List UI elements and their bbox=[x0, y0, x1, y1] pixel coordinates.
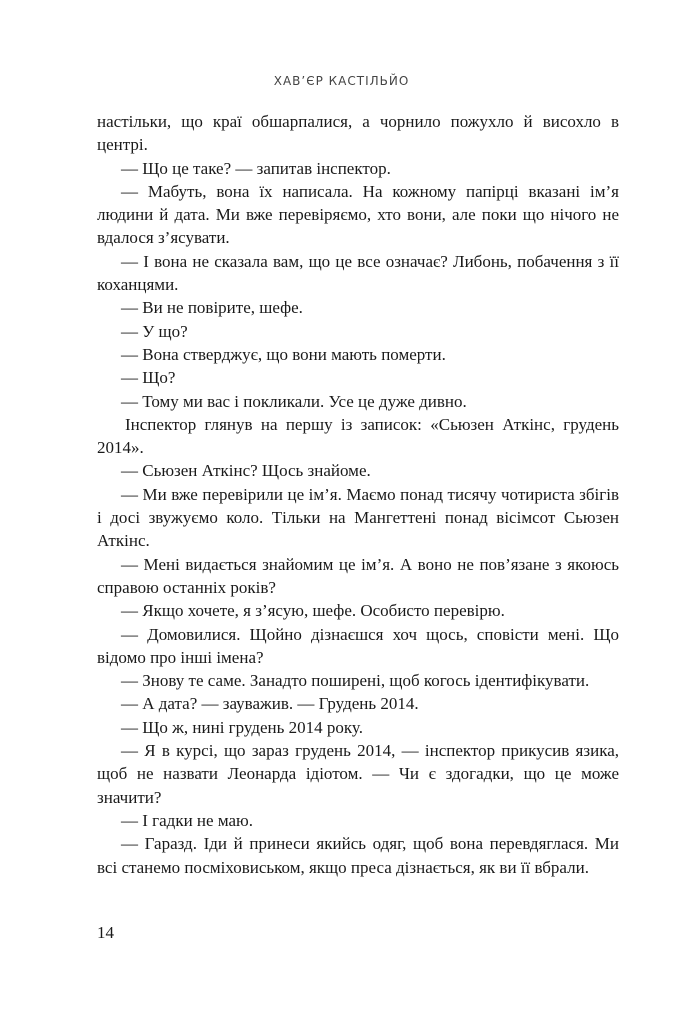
page-number: 14 bbox=[97, 923, 114, 942]
dialogue-line: — Сьюзен Аткінс? Щось знайоме. bbox=[121, 461, 371, 481]
dialogue-line: — Гаразд. Іди й принеси якийсь одяг, щоб вона перевдяглася. Ми всі станемо посміховиськом, якщо преса дізнається, як ви її вбрали. bbox=[97, 834, 619, 877]
dialogue-line: — Що це таке? — запитав інспектор. bbox=[121, 158, 391, 178]
dialogue-line: — Що ж, нині грудень 2014 року. bbox=[121, 717, 363, 737]
dialogue-line: — Тому ми вас і покликали. Усе це дуже дивно. bbox=[121, 391, 467, 411]
dialogue-line: — І вона не сказала вам, що це все означає? Либонь, побачення з її коханцями. bbox=[97, 251, 619, 295]
dialogue-line: — У що? bbox=[121, 321, 188, 341]
body-text bbox=[97, 110, 619, 879]
running-head: ХАВ’ЄР КАСТІЛЬЙО bbox=[273, 74, 410, 88]
dialogue-line: — Вона стверджує, що вони мають померти. bbox=[121, 344, 446, 364]
narration-paragraph: Інспектор глянув на першу із записок: «Сьюзен Аткінс, грудень 2014». bbox=[97, 414, 619, 458]
dialogue-line: — Знову те саме. Занадто поширені, щоб когось ідентифікувати. bbox=[121, 671, 590, 691]
dialogue-line: — Мабуть, вона їх написала. На кожному папірці вказані ім’я людини й дата. Ми вже перевіряємо, хто вони, але поки що нічого не вдалося з’ясувати. bbox=[97, 181, 619, 248]
dialogue-line: — Ви не повірите, шефе. bbox=[121, 298, 303, 318]
dialogue-line: — Ми вже перевірили це ім’я. Маємо понад тисячу чотириста збігів і досі звужуємо коло. Тільки на Мангеттені понад вісімсот Сьюзен Аткінс. bbox=[97, 484, 619, 551]
dialogue-line: — Мені видається знайомим це ім’я. А воно не пов’язане з якоюсь справою останніх років? bbox=[97, 554, 619, 597]
dialogue-line: — Що? bbox=[121, 368, 176, 388]
dialogue-line: — А дата? — зауважив. — Грудень 2014. bbox=[121, 694, 419, 714]
continued-paragraph: настільки, що краї обшарпалися, а чорнило пожухло й висохло в центрі. bbox=[97, 112, 619, 155]
dialogue-line: — Я в курсі, що зараз грудень 2014, — інспектор прикусив язика, щоб не назвати Леонарда ідіотом. — Чи є здогадки, що це може значити? bbox=[97, 741, 619, 807]
dialogue-line: — Якщо хочете, я з’ясую, шефе. Особисто перевірю. bbox=[121, 601, 505, 621]
dialogue-line: — І гадки не маю. bbox=[121, 810, 253, 830]
dialogue-line: — Домовилися. Щойно дізнаєшся хоч щось, сповісти мені. Що відомо про інші імена? bbox=[97, 624, 619, 667]
